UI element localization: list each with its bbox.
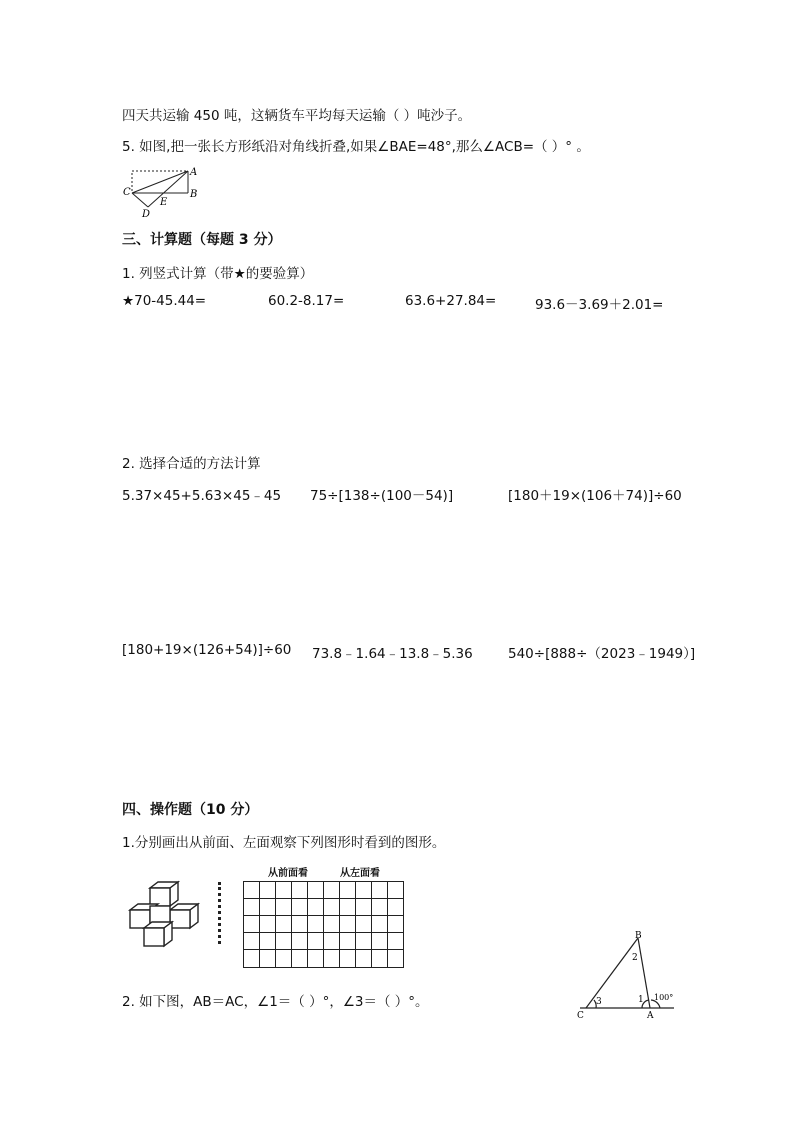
method-item-5: 73.8﹣1.64﹣13.8﹣5.36 [312, 646, 473, 662]
label-angle-3: 3 [596, 997, 602, 1007]
question-5-text: 5. 如图,把一张长方形纸沿对角线折叠,如果∠BAE=48°,那么∠ACB=（ ）° 。 [122, 139, 590, 155]
calc-item-3: 63.6+27.84= [405, 293, 497, 309]
calc-item-2: 60.2-8.17= [268, 293, 345, 309]
triangle-figure [574, 928, 678, 1020]
label-b: B [635, 931, 642, 941]
method-item-4: [180+19×(126+54)]÷60 [122, 642, 292, 658]
label-d: D [142, 209, 151, 219]
method-item-3: [180＋19×(106＋74)]÷60 [508, 488, 682, 504]
cube-stack-figure [124, 880, 206, 948]
section-3-q1-title: 1. 列竖式计算（带★的要验算） [122, 266, 314, 282]
grid-label-left: 从左面看 [340, 868, 380, 879]
folded-edge-da [148, 171, 188, 207]
label-b: B [190, 189, 198, 200]
section-3-title: 三、计算题（每题 3 分） [122, 232, 282, 248]
edge-cb [586, 938, 638, 1008]
method-item-2: 75÷[138÷(100－54)] [310, 488, 454, 504]
method-item-6: 540÷[888÷（2023﹣1949）] [508, 646, 696, 662]
label-angle-1: 1 [638, 995, 644, 1005]
label-a: A [190, 167, 198, 178]
section-3-q2-title: 2. 选择合适的方法计算 [122, 456, 261, 472]
grid-label-front: 从前面看 [268, 868, 308, 879]
label-c: C [577, 1011, 584, 1020]
label-e: E [160, 197, 168, 208]
question-4-continuation: 四天共运输 450 吨，这辆货车平均每天运输（ ）吨沙子。 [122, 108, 472, 124]
label-a: A [647, 1011, 654, 1020]
dotted-separator [218, 882, 221, 944]
drawing-grid [243, 881, 405, 969]
folded-edge-cd [132, 193, 148, 207]
label-100-degrees: 100° [654, 993, 674, 1002]
section-4-q1-title: 1.分别画出从前面、左面观察下列图形时看到的图形。 [122, 835, 446, 851]
section-4-q2-text: 2. 如下图，AB＝AC，∠1＝（ ）°，∠3＝（ ）°。 [122, 994, 429, 1010]
label-c: C [123, 187, 131, 198]
folded-rectangle-figure [120, 163, 200, 219]
calc-item-4: 93.6－3.69＋2.01= [535, 297, 664, 313]
method-item-1: 5.37×45+5.63×45﹣45 [122, 488, 282, 504]
section-4-title: 四、操作题（10 分） [122, 802, 259, 818]
diagonal-line [132, 171, 188, 193]
calc-item-1: ★70-45.44= [122, 293, 207, 309]
label-angle-2: 2 [632, 953, 638, 963]
